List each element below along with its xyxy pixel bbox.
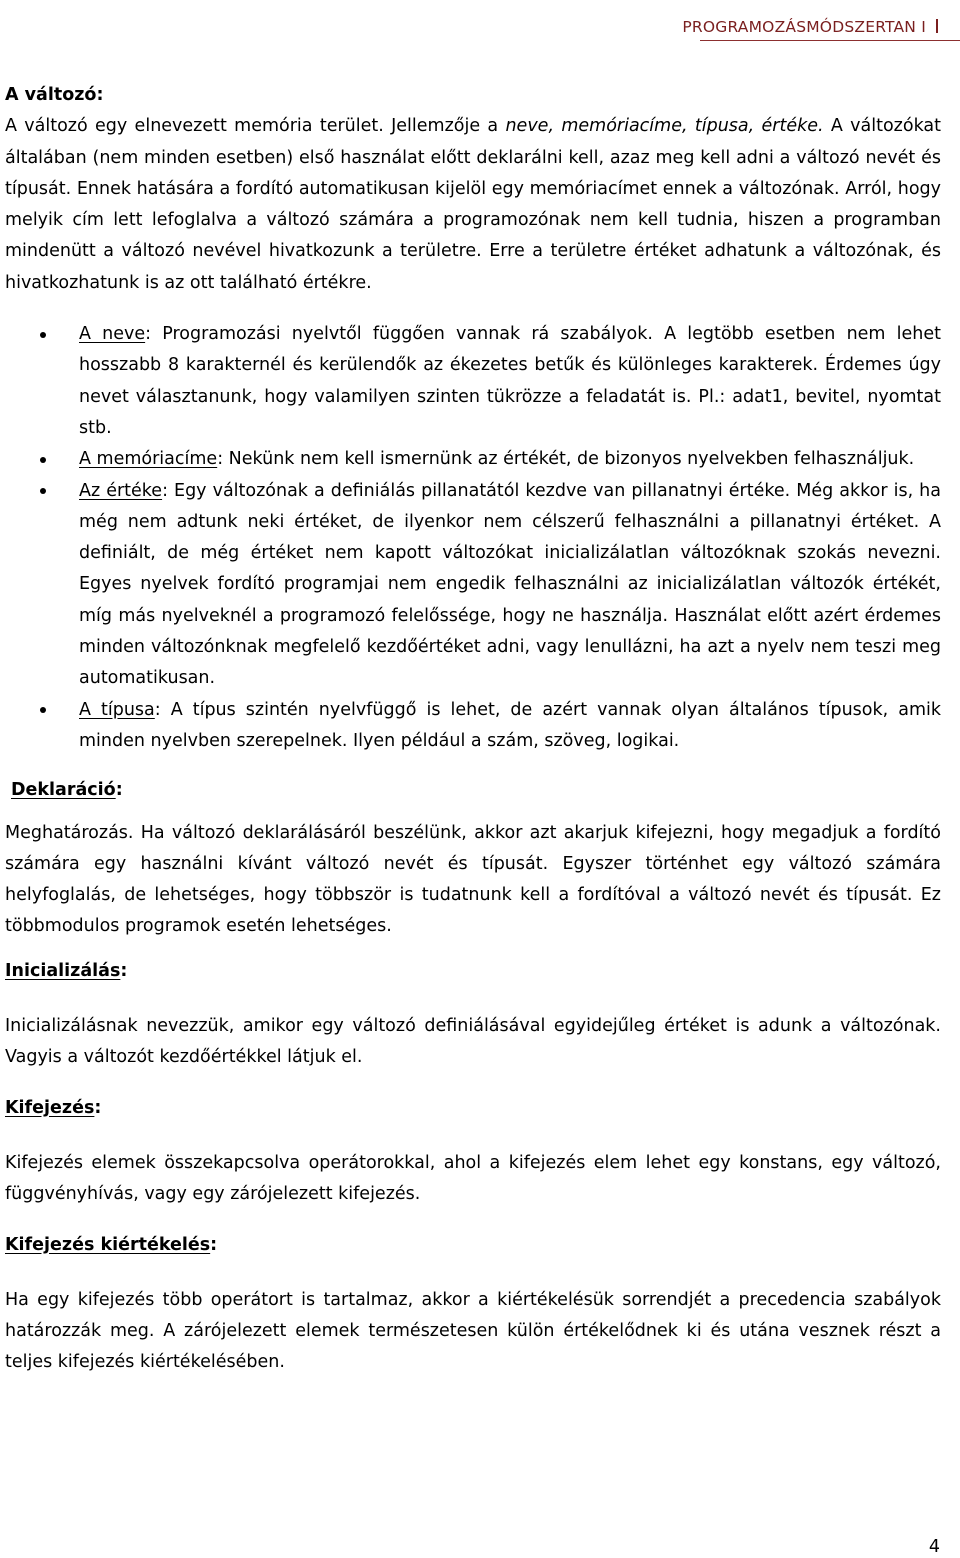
paragraph-valtozo	[5, 111, 941, 299]
heading-kiertekeles-colon: :	[210, 1234, 218, 1255]
valtozo-text-2: A változókat általában (nem minden esetben) első használat előtt deklarálni kell, azaz meg kell adni a változó nevét és típusát. Ennek hatására a fordító automatikusan kijelöl egy memóriacímet ennek a változónak. Arról, hogy melyik cím lett lefoglalva a változó számára a programozónak nem kell tudnia, hiszen a programban mindenütt a változó nevével hivatkozunk a területre. Erre a területre értéket adhatunk a változónak, és hivatkozhatunk is az ott található értékre.	[5, 116, 941, 293]
heading-kiertekeles-label: Kifejezés kiértékelés	[5, 1234, 211, 1255]
heading-valtozo: A változó:	[5, 85, 104, 105]
list-item-tipusa	[5, 695, 941, 758]
term-memoriacime: A memóriacíme	[79, 449, 218, 470]
heading-kifejezes-label: Kifejezés	[5, 1097, 95, 1118]
text-neve: : Programozási nyelvtől függően vannak rá szabályok. A legtöbb esetben nem lehet hosszabb 8 karakternél és kerülendők az ékezetes betűk és különleges karakterek. Érdemes úgy nevet választanunk, hogy valamilyen szinten tükrözze a feladatát is. Pl.: adat1, bevitel, nyomtat stb.	[79, 324, 941, 438]
properties-list	[5, 319, 941, 757]
heading-deklaracio	[5, 775, 941, 806]
list-item-memoriacime	[5, 444, 941, 475]
valtozo-text-1: A változó egy elnevezett memória terület. Jellemzője a	[5, 116, 506, 137]
bullet-icon	[40, 707, 46, 713]
heading-deklaracio-label: Deklaráció	[11, 780, 116, 801]
heading-kifejezes	[5, 1093, 941, 1124]
heading-inicializalas-label: Inicializálás	[5, 960, 121, 981]
text-erteke: : Egy változónak a definiálás pillanatától kezdve van pillanatnyi értéke. Még akkor is, ha még nem adtunk neki értéket, de ilyenkor nem célszerű felhasználni a pillanatnyi értéket. A definiált, de még értéket nem kapott változókat inicializálatlan változóknak szokás nevezni. Egyes nyelvek fordító programjai nem engedik felhasználni az inicializálatlan változók értékét, míg más nyelveknél a programozó felelőssége, hogy ne használja. Használat előtt azért érdemes minden változónknak megfelelő kezdőértéket adni, vagy lenullázni, ha azt a nyelv nem teszi meg automatikusan.	[79, 480, 942, 689]
paragraph-deklaracio: Meghatározás. Ha változó deklarálásáról beszélünk, akkor azt akarjuk kifejezni, hogy megadjuk a fordító számára egy használni kívánt változó nevét és típusát. Egyszer történhet egy változó számára helyfoglalás, de lehetséges, hogy többször is tudatnunk kell a fordítóval a változó nevét és típusát. Ez többmodulos programok esetén lehetséges.	[5, 822, 941, 937]
page-number: 4	[928, 1537, 940, 1557]
heading-kifejezes-colon: :	[94, 1097, 102, 1118]
paragraph-kifejezes: Kifejezés elemek összekapcsolva operátorokkal, ahol a kifejezés elem lehet egy konstans, egy változó, függvényhívás, vagy egy zárójelezett kifejezés.	[5, 1152, 941, 1205]
paragraph-kifejezes-kiertekeles: Ha egy kifejezés több operátort is tartalmaz, akkor a kiértékelésük sorrendjét a precedencia szabályok határozzák meg. A zárójelezett elemek természetesen külön értékelődnek ki és utána vesznek részt a teljes kifejezés kiértékelésében.	[5, 1289, 941, 1373]
heading-inicializalas-colon: :	[120, 960, 128, 981]
valtozo-emphasis: neve, memóriacíme, típusa, értéke.	[505, 116, 824, 137]
paragraph-inicializalas: Inicializálásnak nevezzük, amikor egy változó definiálásával egyidejűleg értéket is adunk a változónak. Vagyis a változót kezdőértékkel látjuk el.	[5, 1016, 941, 1068]
running-header-title: PROGRAMOZÁSMÓDSZERTAN I	[682, 18, 926, 36]
list-item-neve	[5, 319, 941, 444]
term-neve: A neve	[79, 324, 146, 345]
text-memoriacime: : Nekünk nem kell ismernünk az értékét, de bizonyos nyelvekben felhasználjuk.	[217, 449, 915, 470]
header-bar	[936, 19, 938, 33]
bullet-icon	[40, 457, 46, 463]
page-content	[5, 80, 941, 1379]
text-tipusa: : A típus szintén nyelvfüggő is lehet, de azért vannak olyan általános típusok, amik minden nyelvben szerepelnek. Ilyen például a szám, szöveg, logikai.	[79, 699, 941, 751]
header-rule	[700, 40, 960, 41]
heading-inicializalas	[5, 956, 941, 987]
bullet-icon	[40, 332, 46, 338]
running-header	[682, 18, 938, 36]
term-erteke: Az értéke	[79, 480, 163, 501]
heading-deklaracio-colon: :	[115, 780, 123, 801]
list-item-erteke	[5, 476, 941, 695]
heading-kifejezes-kiertekeles	[5, 1230, 941, 1261]
term-tipusa: A típusa	[79, 699, 155, 720]
bullet-icon	[40, 488, 46, 494]
